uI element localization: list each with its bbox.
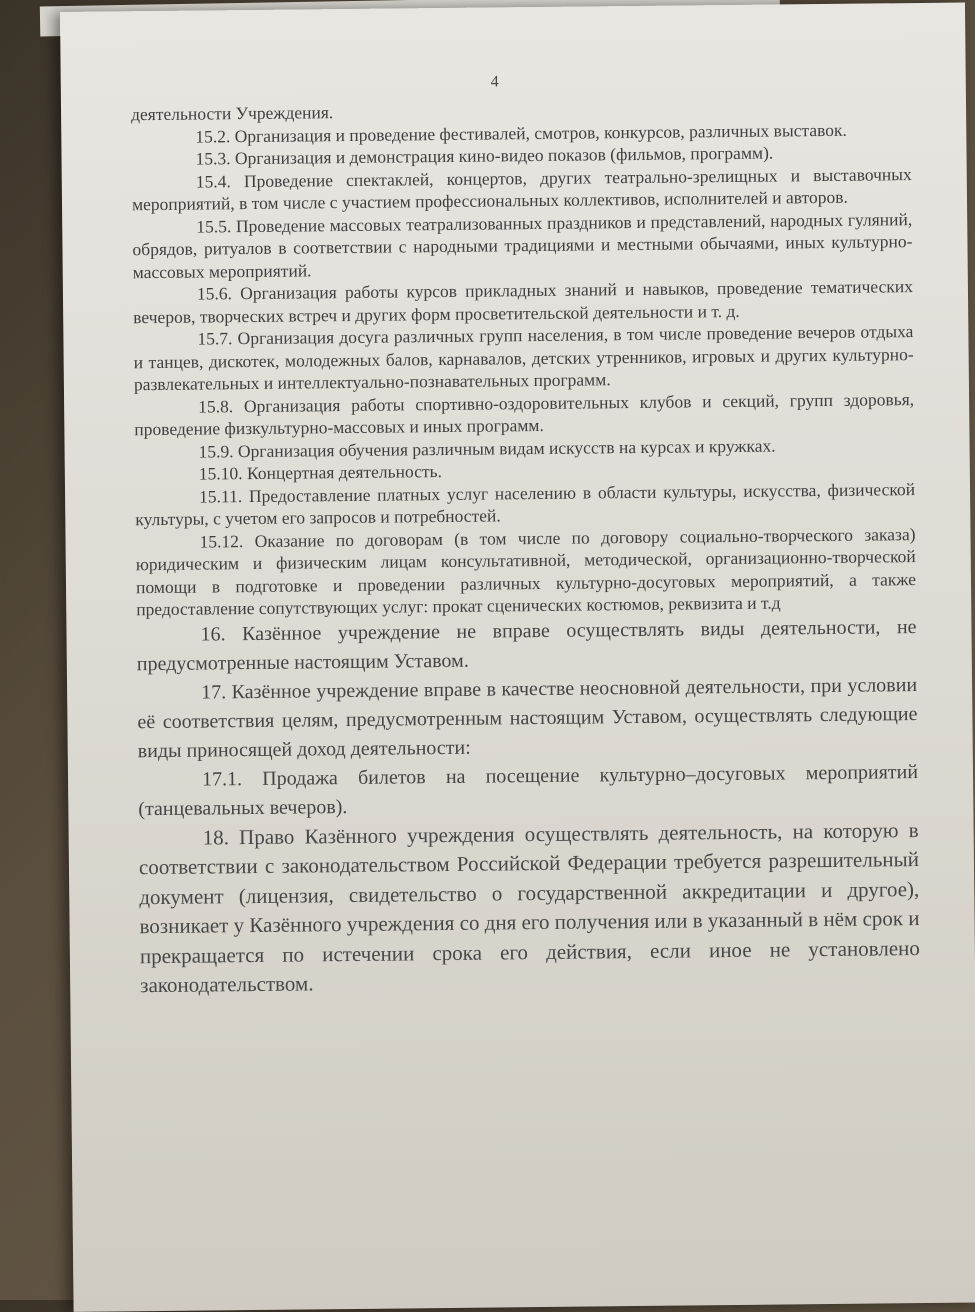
paragraph-15-7: 15.7. Организация досуга различных групп населения, в том числе проведение вечеров отдыха и танцев, дискотек, молодежных балов, карнавалов, детских утренников, игровых и других культурно-развлекательных и интеллектуально-познавательных программ. [133,321,914,395]
paragraph-continuation: деятельности Учреждения. [130,102,334,125]
document-body [131,95,920,1001]
paragraph-15-9: 15.9. Организация обучения различным видам искусств на курсах и кружках. [198,435,776,462]
page-number: 4 [490,73,499,91]
paragraph-15-8: 15.8. Организация работы спортивно-оздоровительных клубов и секций, групп здоровья, проведение физкультурно-массовых и иных программ. [134,388,915,440]
paragraph-16: 16. Казённое учреждение не вправе осуществлять виды деятельности, не предусмотренные настоящим Уставом. [136,615,917,675]
paragraph-15-2: 15.2. Организация и проведение фестивалей, смотров, конкурсов, различных выставок. [195,119,847,147]
paragraph-17: 17. Казённое учреждение вправе в качестве неосновной деятельности, при условии её соответствия целям, предусмотренным настоящим Уставом, осуществлять следующие виды приносящей доход деятельности: [137,673,918,762]
paragraph-15-5: 15.5. Проведение массовых театрализованных праздников и представлений, народных гуляний, обрядов, ритуалов в соответствии с народными традициями и местными обычаями, иных культурно-массовых мероприятий. [132,208,913,282]
paragraph-15-11: 15.11. Предоставление платных услуг населению в области культуры, искусства, физической культуры, с учетом его запросов и потребностей. [135,478,916,530]
paragraph-15-4: 15.4. Проведение спектаклей, концертов, других театрально-зрелищных и выставочных мероприятий, в том числе с участием профессиональных коллективов, исполнителей и авторов. [131,163,912,215]
paragraph-15-12: 15.12. Оказание по договорам (в том числе по договору социально-творческого заказа) юридическим и физическим лицам консультативной, методической, организационно-творческой помощи в подготовке и проведении различных культурно-досуговых мероприятий, а также предоставление сопутствующих услуг: прокат сценических костюмов, реквизита и т.д [135,523,917,620]
paragraph-18: 18. Право Казённого учреждения осуществлять деятельность, на которую в соответствии с законодательством Российской Федерации требуется разрешительный документ (лицензия, свидетельство о государственной аккредитации и другое), возникает у Казённого учреждения со дня его получения или в указанный в нём срок и прекращается по истечении срока его действия, если иное не установлено законодательством. [138,817,920,998]
paragraph-15-10: 15.10. Концертная деятельность. [198,461,443,484]
document-page [60,3,975,1312]
paragraph-17-1: 17.1. Продажа билетов на посещение культурно–досуговых мероприятий (танцевальных вечеров). [138,760,919,820]
paragraph-15-3: 15.3. Организация и демонстрация кино-видео показов (фильмов, программ). [195,142,774,169]
paragraph-15-6: 15.6. Организация работы курсов прикладных знаний и навыков, проведение тематических вечеров, творческих встреч и других форм просветительской деятельности и т. д. [133,276,914,327]
